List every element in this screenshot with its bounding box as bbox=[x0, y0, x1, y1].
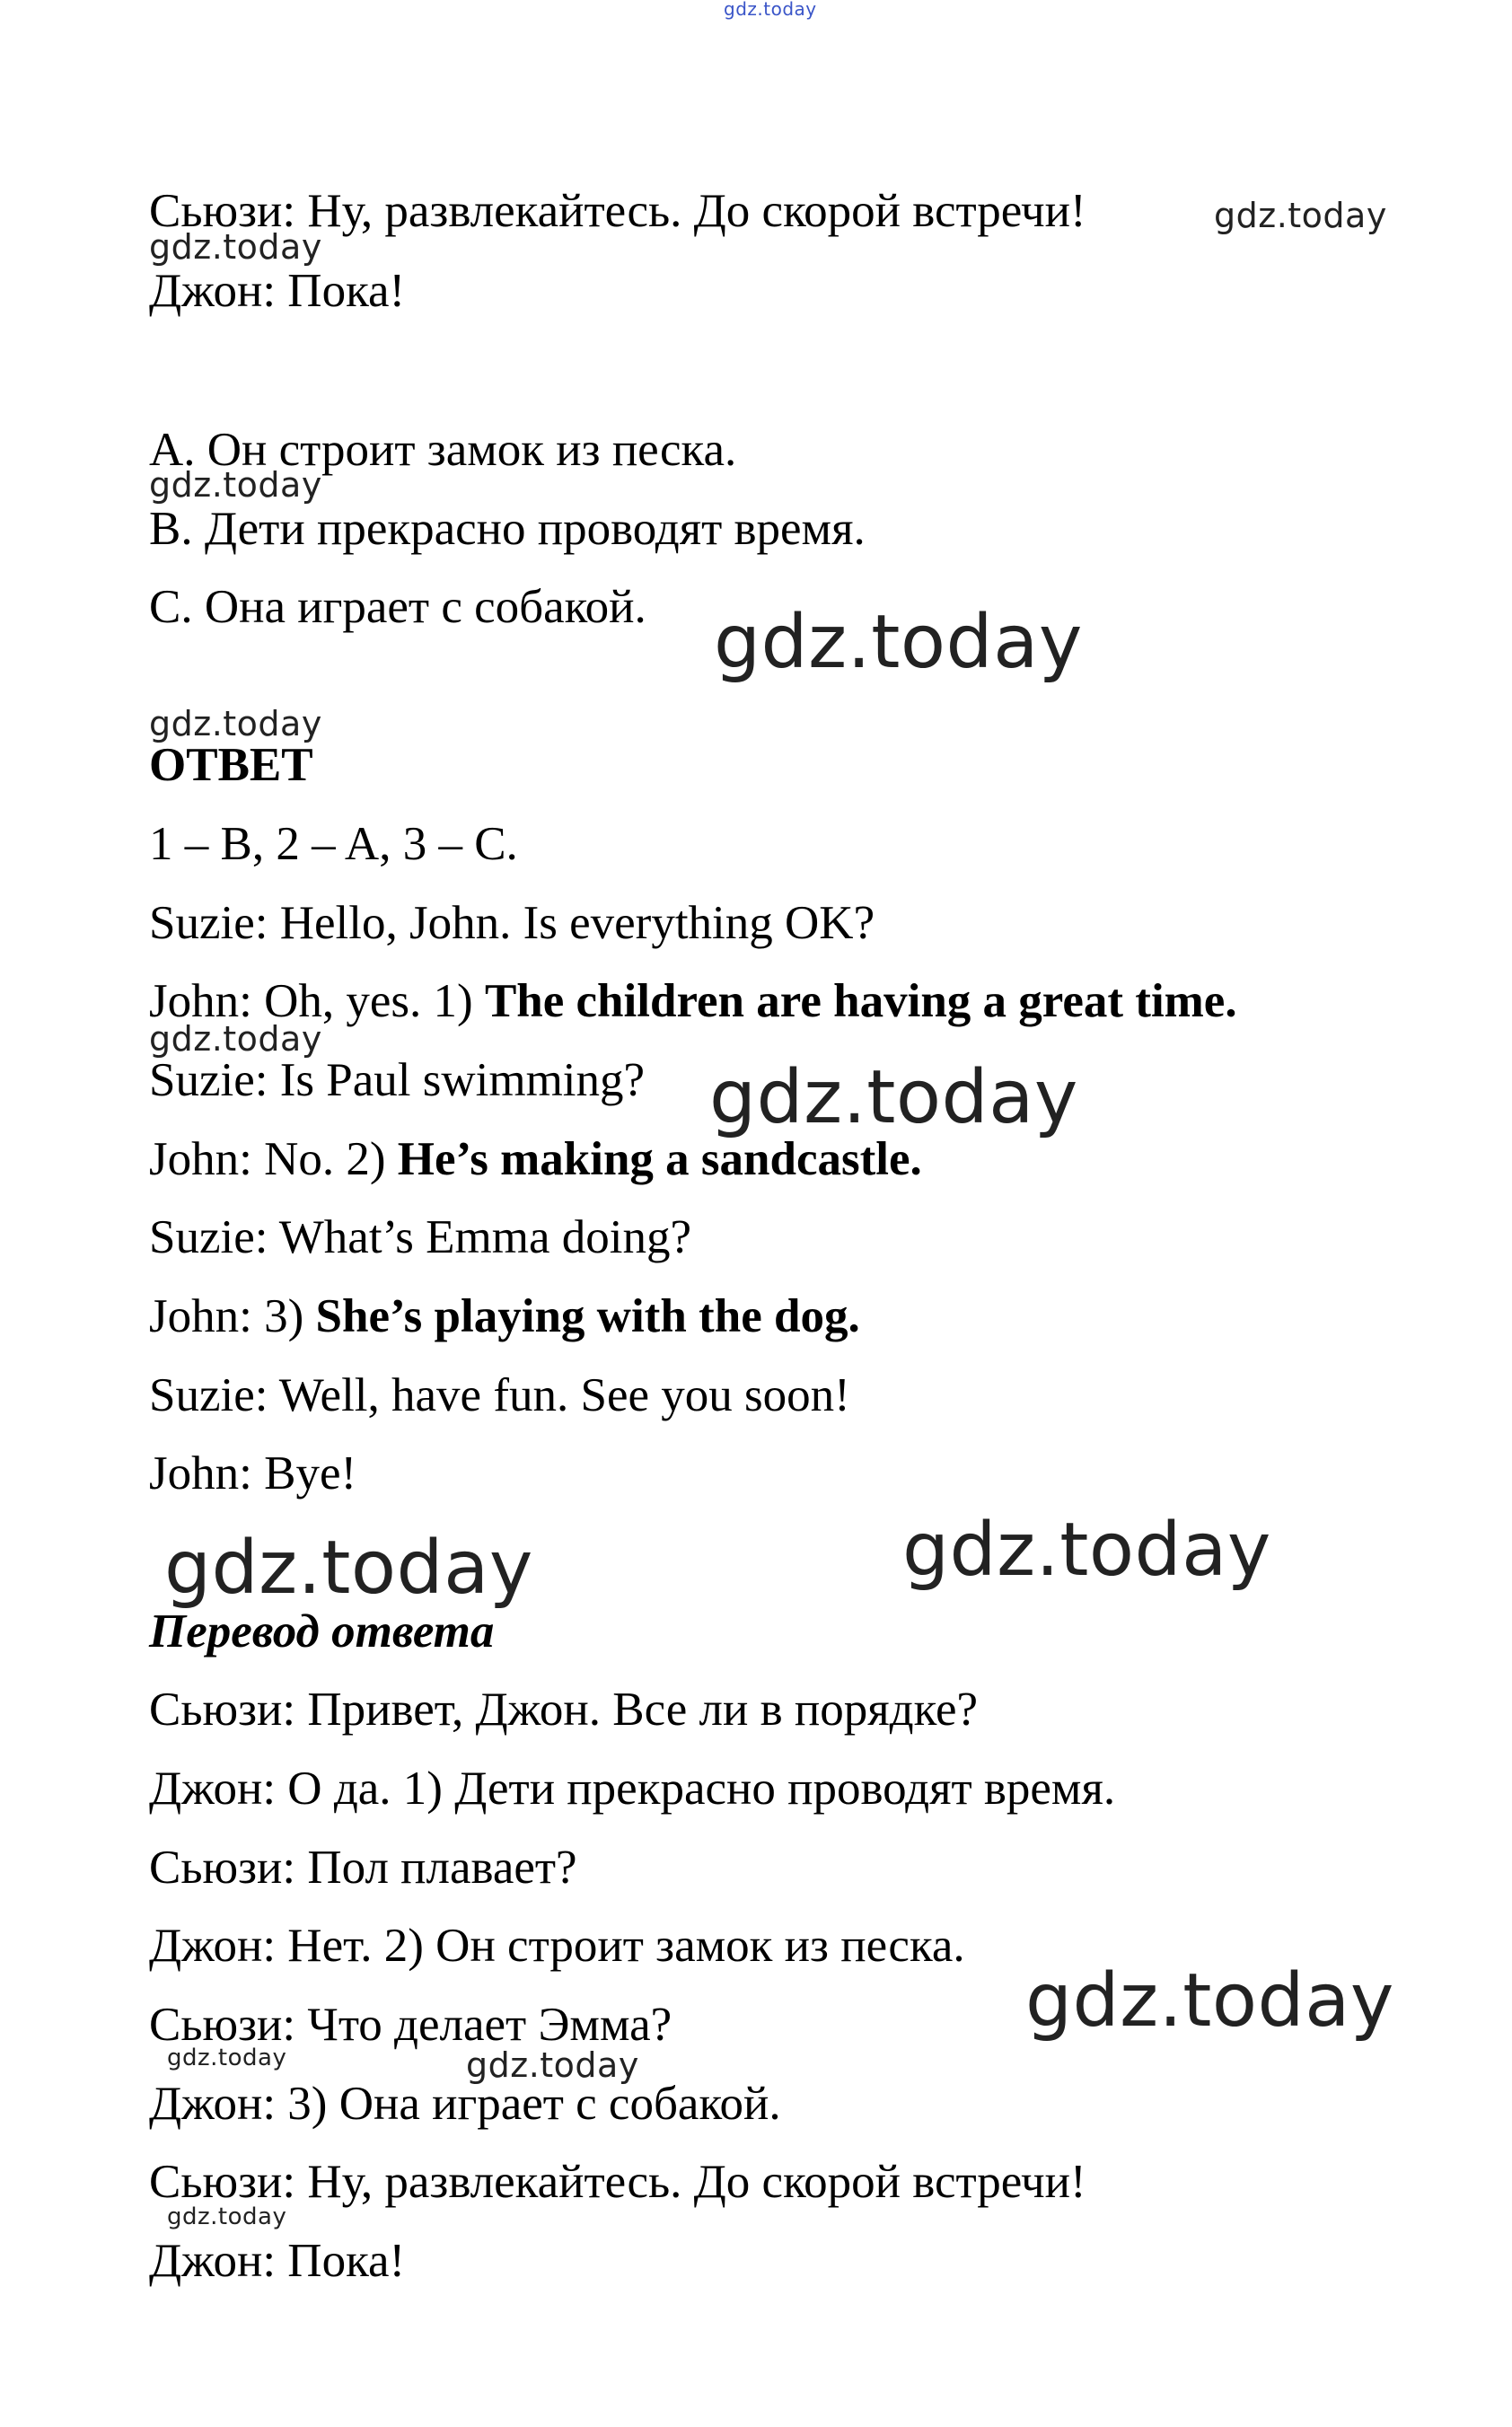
dialogue-speaker-text: John: Oh, yes. 1) bbox=[149, 975, 485, 1027]
dialogue-speaker-text: John: 3) bbox=[149, 1290, 316, 1342]
dialogue-speaker-text: John: No. 2) bbox=[149, 1133, 398, 1185]
dialogue-line: Suzie: Hello, John. Is everything OK? bbox=[149, 897, 875, 949]
translation-line: Джон: Пока! bbox=[149, 2235, 406, 2287]
answer-text: She’s playing with the dog. bbox=[315, 1290, 860, 1342]
option-b: B. Дети прекрасно проводят время. bbox=[149, 503, 866, 555]
translation-line: Сьюзи: Привет, Джон. Все ли в порядке? bbox=[149, 1684, 979, 1736]
watermark: gdz.today bbox=[709, 1055, 1078, 1140]
watermark: gdz.today bbox=[167, 2044, 287, 2071]
translation-line: Джон: 3) Она играет с собакой. bbox=[149, 2078, 781, 2130]
watermark: gdz.today bbox=[149, 704, 322, 743]
answer-key: 1 – B, 2 – A, 3 – C. bbox=[149, 818, 518, 870]
watermark: gdz.today bbox=[149, 227, 322, 267]
top-watermark: gdz.today bbox=[724, 0, 817, 20]
dialogue-line: John: Bye! bbox=[149, 1447, 357, 1499]
dialogue-line bbox=[149, 1289, 860, 1343]
dialogue-line: Suzie: Is Paul swimming? bbox=[149, 1054, 646, 1106]
translation-line: Джон: О да. 1) Дети прекрасно проводят время. bbox=[149, 1763, 1116, 1815]
watermark: gdz.today bbox=[164, 1526, 533, 1611]
translation-line: Сьюзи: Что делает Эмма? bbox=[149, 1999, 672, 2051]
translation-line: Сьюзи: Ну, развлекайтесь. До скорой встречи! bbox=[149, 2156, 1086, 2208]
translation-line: Сьюзи: Пол плавает? bbox=[149, 1842, 577, 1894]
answer-text: The children are having a great time. bbox=[484, 975, 1237, 1027]
option-c: C. Она играет с собакой. bbox=[149, 581, 646, 633]
dialogue-line: Джон: Пока! bbox=[149, 265, 406, 317]
watermark: gdz.today bbox=[902, 1508, 1271, 1593]
dialogue-line: Suzie: Well, have fun. See you soon! bbox=[149, 1369, 850, 1421]
answer-text: He’s making a sandcastle. bbox=[397, 1133, 922, 1185]
dialogue-line: Сьюзи: Ну, развлекайтесь. До скорой встречи! bbox=[149, 185, 1086, 237]
watermark: gdz.today bbox=[1214, 196, 1387, 235]
watermark: gdz.today bbox=[1025, 1958, 1394, 2044]
watermark: gdz.today bbox=[149, 465, 322, 505]
watermark: gdz.today bbox=[167, 2203, 287, 2230]
dialogue-line: Suzie: What’s Emma doing? bbox=[149, 1211, 691, 1263]
option-a: A. Он строит замок из песка. bbox=[149, 424, 737, 476]
answer-heading: ОТВЕТ bbox=[149, 739, 313, 791]
watermark: gdz.today bbox=[714, 600, 1083, 685]
dialogue-line bbox=[149, 1132, 922, 1186]
watermark: gdz.today bbox=[466, 2045, 639, 2085]
watermark: gdz.today bbox=[149, 1019, 322, 1059]
translation-heading: Перевод ответа bbox=[149, 1605, 495, 1658]
translation-line: Джон: Нет. 2) Он строит замок из песка. bbox=[149, 1920, 965, 1972]
